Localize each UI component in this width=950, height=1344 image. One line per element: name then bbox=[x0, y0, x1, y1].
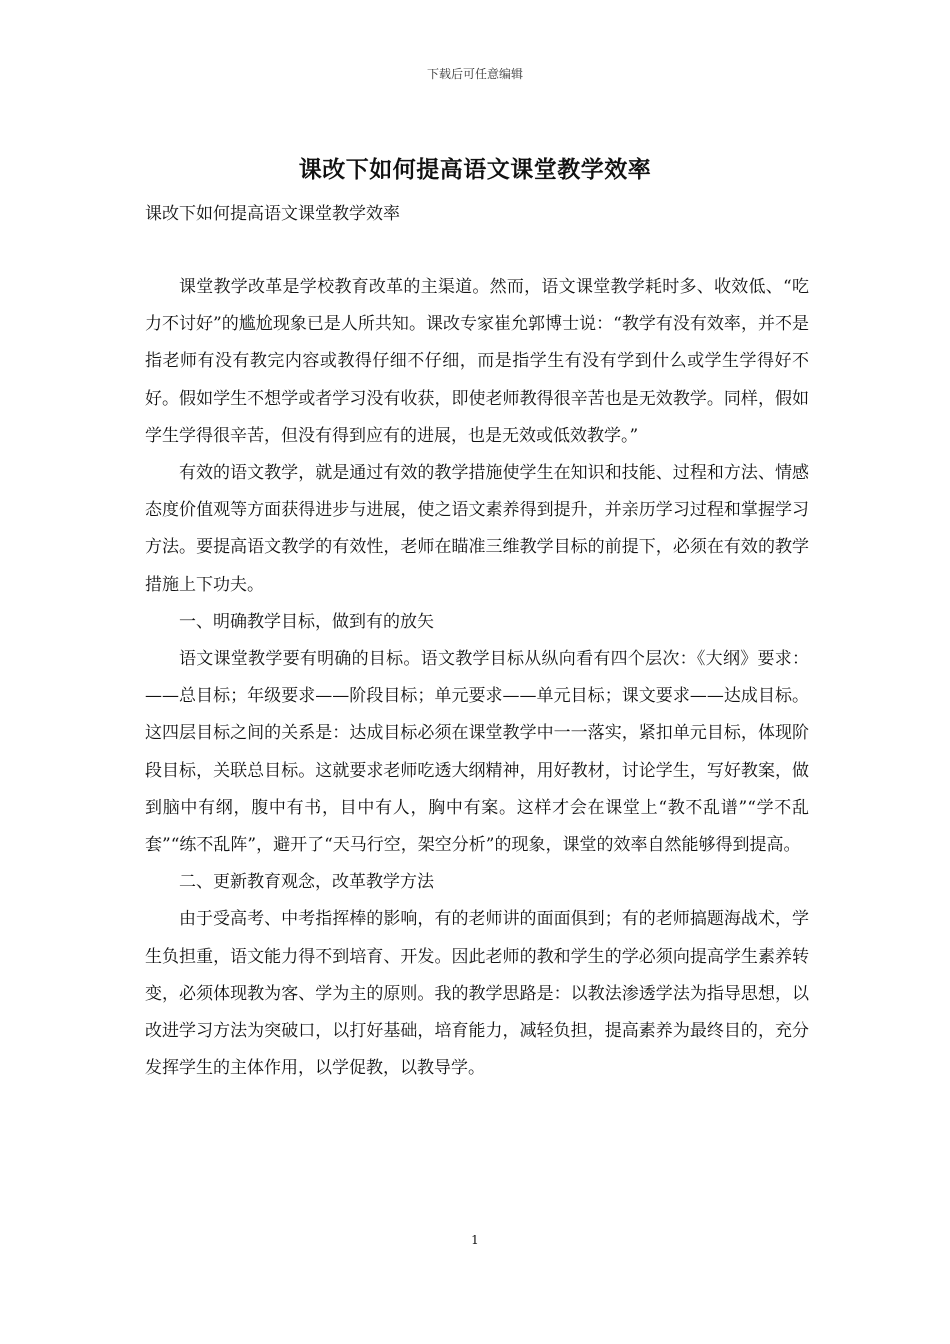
paragraph-definition: 有效的语文教学，就是通过有效的教学措施使学生在知识和技能、过程和方法、情感态度价值观等方面获得进步与进展，使之语文素养得到提升，并亲历学习过程和掌握学习方法。要提高语文教学的有效性，老师在瞄准三维教学目标的前提下，必须在有效的教学措施上下功夫。 bbox=[145, 463, 809, 595]
document-title: 课改下如何提高语文课堂教学效率 bbox=[298, 156, 652, 183]
page-number: 1 bbox=[471, 1233, 479, 1247]
section-heading-1: 一、明确教学目标，做到有的放矢 bbox=[179, 611, 434, 632]
document-subtitle: 课改下如何提高语文课堂教学效率 bbox=[145, 204, 400, 224]
paragraph-section-2: 由于受高考、中考指挥棒的影响，有的老师讲的面面俱到；有的老师搞题海战术，学生负担重，语文能力得不到培育、开发。因此老师的教和学生的学必须向提高学生素养转变，必须体现教为客、学为主的原则。我的教学思路是：以教法渗透学法为指导思想，以改进学习方法为突破口，以打好基础，培育能力，减轻负担，提高素养为最终目的，充分发挥学生的主体作用，以学促教，以教导学。 bbox=[145, 909, 809, 1079]
page-header-note: 下载后可任意编辑 bbox=[426, 67, 523, 81]
paragraph-intro: 课堂教学改革是学校教育改革的主渠道。然而，语文课堂教学耗时多、收效低、“吃力不讨好”的尴尬现象已是人所共知。课改专家崔允郭博士说：“教学有没有效率，并不是指老师有没有教完内容或教得仔细不仔细，而是指学生有没有学到什么或学生学得好不好。假如学生不想学或者学习没有收获，即使老师教得很辛苦也是无效教学。同样，假如学生学得很辛苦，但没有得到应有的进展，也是无效或低效教学。” bbox=[145, 277, 809, 446]
paragraph-section-1: 语文课堂教学要有明确的目标。语文教学目标从纵向看有四个层次：《大纲》要求：——总目标；年级要求——阶段目标；单元要求——单元目标；课文要求——达成目标。这四层目标之间的关系是：达成目标必须在课堂教学中一一落实，紧扣单元目标，体现阶段目标，关联总目标。这就要求老师吃透大纲精神，用好教材，讨论学生，写好教案，做到脑中有纲，腹中有书，目中有人，胸中有案。这样才会在课堂上“教不乱谱”“学不乱套”“练不乱阵”，避开了“天马行空，架空分析”的现象，课堂的效率自然能够得到提高。 bbox=[145, 649, 809, 856]
document-body bbox=[145, 269, 809, 1087]
section-heading-2: 二、更新教育观念，改革教学方法 bbox=[179, 872, 434, 893]
